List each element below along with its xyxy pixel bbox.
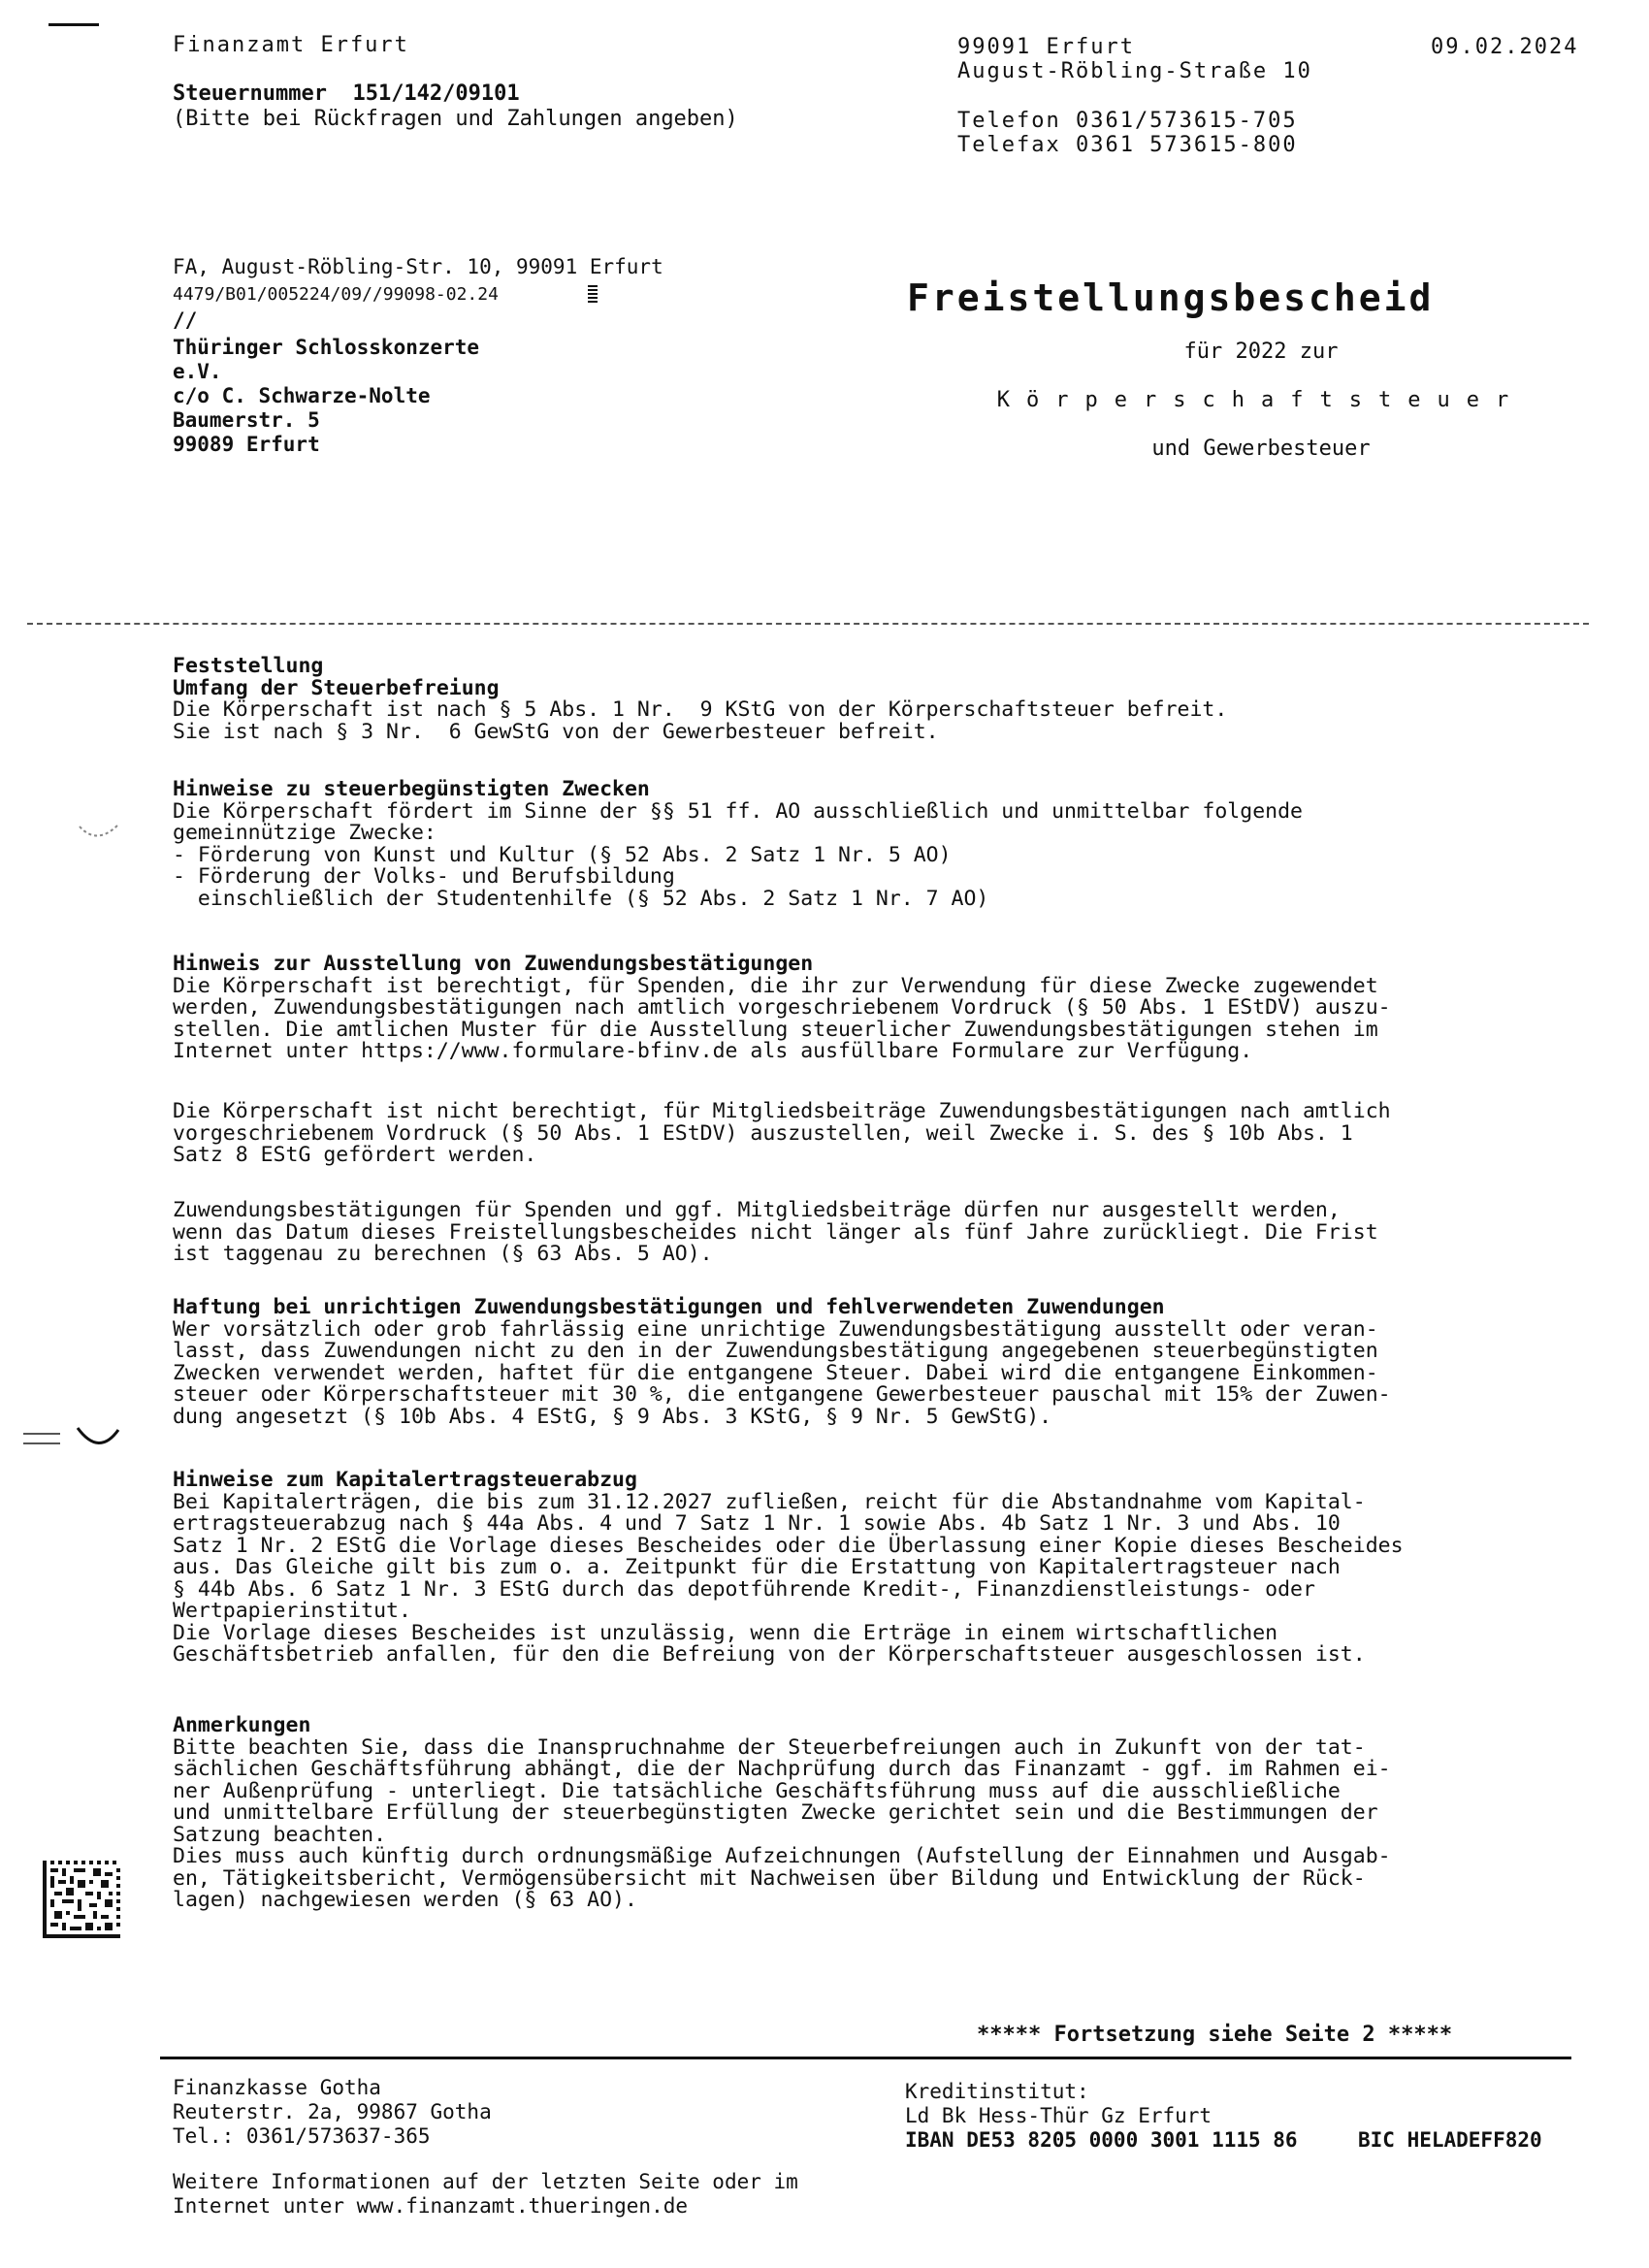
section-line: wenn das Datum dieses Freistellungsbescheides nicht länger als fünf Jahre zurückliegt. Die Frist: [173, 1219, 1378, 1245]
section-line: und unmittelbare Erfüllung der steuerbegünstigten Zwecke gerichtet sein und die Bestimmungen der: [173, 1800, 1378, 1825]
section-line: lasst, dass Zuwendungen nicht zu den in der Zuwendungsbestätigung angegebenen steuerbegünstigten: [173, 1339, 1378, 1363]
section-line: aus. Das Gleiche gilt bis zum o. a. Zeitpunkt für die Erstattung von Kapitalertragsteuer nach: [173, 1555, 1341, 1579]
section-line: Die Körperschaft ist berechtigt, für Spenden, die ihr zur Verwendung für diese Zwecke zugewendet: [173, 973, 1378, 998]
section-purposes: [173, 779, 1550, 910]
section-line: lagen) nachgewiesen werden (§ 63 AO).: [173, 1888, 637, 1912]
section-line: Wer vorsätzlich oder grob fahrlässig eine unrichtige Zuwendungsbestätigung ausstellt oder veran-: [173, 1316, 1378, 1342]
document-title: Freistellungsbescheid: [907, 276, 1435, 319]
section-line: steuer oder Körperschaftsteuer mit 30 %, die entgangene Gewerbesteuer pauschal mit 15% der Zuwen-: [173, 1382, 1391, 1407]
section-line: Die Vorlage dieses Bescheides ist unzulässig, wenn die Erträge in einem wirtschaftlichen: [173, 1620, 1278, 1645]
section-line: Die Körperschaft ist nicht berechtigt, für Mitgliedsbeiträge Zuwendungsbestätigungen nach amtlich: [173, 1099, 1391, 1123]
document-date: 09.02.2024: [1431, 35, 1579, 59]
office-city: 99091 Erfurt: [957, 35, 1135, 59]
recipient-line-2: e.V.: [173, 360, 222, 383]
section-heading: Hinweise zu steuerbegünstigten Zwecken: [173, 777, 650, 801]
cash-office-address: Reuterstr. 2a, 99867 Gotha: [173, 2100, 492, 2123]
continuation-note: ***** Fortsetzung siehe Seite 2 *****: [977, 2023, 1453, 2047]
section-line: gemeinnützige Zwecke:: [173, 821, 436, 845]
section-line: sächlichen Geschäftsführung abhängt, die der Nachprüfung durch das Finanzamt - ggf. im Rahmen ei-: [173, 1757, 1391, 1781]
section-line: Bitte beachten Sie, dass die Inanspruchnahme der Steuerbefreiungen auch in Zukunft von der tat-: [173, 1734, 1366, 1760]
footer-divider: [160, 2057, 1571, 2059]
cash-office-phone: Tel.: 0361/573637-365: [173, 2124, 431, 2148]
section-line: einschließlich der Studentenhilfe (§ 52 Abs. 2 Satz 1 Nr. 7 AO): [173, 886, 989, 911]
recipient-line-3: c/o C. Schwarze-Nolte: [173, 384, 431, 407]
header-divider: [27, 623, 1589, 625]
bank-iban: IBAN DE53 8205 0000 3001 1115 86: [905, 2128, 1298, 2152]
reference-slashes: //: [173, 308, 198, 332]
tax-number-label: Steuernummer: [173, 81, 327, 106]
section-line: ist taggenau zu berechnen (§ 63 Abs. 5 AO).: [173, 1242, 713, 1266]
section-line: Satz 8 EStG gefördert werden.: [173, 1143, 537, 1167]
section-line: ner Außenprüfung - unterliegt. Die tatsächliche Geschäftsführung muss auf die ausschließliche: [173, 1778, 1341, 1803]
tax-number-line: [173, 81, 520, 106]
section-line: Die Körperschaft fördert im Sinne der §§ 51 ff. AO ausschließlich und unmittelbar folgende: [173, 798, 1303, 824]
section-line: § 44b Abs. 6 Satz 1 Nr. 3 EStG durch das depotführende Kredit-, Finanzdienstleistungs- oder: [173, 1576, 1315, 1602]
section-heading: Haftung bei unrichtigen Zuwendungsbestätigungen und fehlverwendeten Zuwendungen: [173, 1295, 1165, 1319]
bank-label: Kreditinstitut:: [905, 2080, 1089, 2103]
tax-number: 151/142/09101: [352, 81, 520, 106]
section-heading: Hinweise zum Kapitalertragsteuerabzug: [173, 1468, 637, 1492]
tax-number-note: (Bitte bei Rückfragen und Zahlungen angeben): [173, 107, 738, 131]
scan-artifact: [76, 821, 124, 850]
section-line: werden, Zuwendungsbestätigungen nach amtlich vorgeschriebenem Vordruck (§ 50 Abs. 1 EStDV) auszu-: [173, 995, 1391, 1020]
section-line: Satzung beachten.: [173, 1822, 387, 1847]
section-line: Sie ist nach § 3 Nr. 6 GewStG von der Gewerbesteuer befreit.: [173, 719, 939, 744]
section-heading: Anmerkungen: [173, 1713, 311, 1737]
section-capital-gains-tax: [173, 1470, 1550, 1667]
section-line: Wertpapierinstitut.: [173, 1599, 411, 1623]
office-street: August-Röbling-Straße 10: [957, 59, 1312, 83]
section-line: Dies muss auch künftig durch ordnungsmäßige Aufzeichnungen (Aufstellung der Einnahmen und Ausgab-: [173, 1844, 1391, 1868]
section-donation-receipts: [173, 954, 1550, 1063]
bank-name: Ld Bk Hess-Thür Gz Erfurt: [905, 2104, 1212, 2127]
office-fax: Telefax 0361 573615-800: [957, 133, 1298, 157]
recipient-line-1: Thüringer Schlosskonzerte: [173, 336, 480, 359]
barcode-mark: [588, 285, 598, 305]
section-line: Satz 1 Nr. 2 EStG die Vorlage dieses Bescheides oder die Überlassung einer Kopie dieses Bescheides: [173, 1533, 1404, 1558]
section-line: - Förderung von Kunst und Kultur (§ 52 Abs. 2 Satz 1 Nr. 5 AO): [173, 842, 952, 867]
section-remarks: [173, 1715, 1550, 1912]
title-for-year: für 2022 zur: [1183, 340, 1339, 364]
section-line: stellen. Die amtlichen Muster für die Ausstellung steuerlicher Zuwendungsbestätigungen stehen im: [173, 1017, 1378, 1042]
recipient-line-5: 99089 Erfurt: [173, 433, 320, 456]
reference-number: 4479/B01/005224/09//99098-02.24: [173, 284, 499, 305]
section-line: Die Körperschaft ist nach § 5 Abs. 1 Nr. 9 KStG von der Körperschaftsteuer befreit.: [173, 697, 1228, 722]
corner-mark: [48, 23, 99, 26]
office-name: Finanzamt Erfurt: [173, 33, 409, 57]
section-line: Bei Kapitalerträgen, die bis zum 31.12.2027 zufließen, reicht für die Abstandnahme vom Kapital-: [173, 1489, 1366, 1514]
section-line: vorgeschriebenem Vordruck (§ 50 Abs. 1 EStDV) auszustellen, weil Zwecke i. S. des § 10b Abs. 1: [173, 1120, 1353, 1146]
section-line: en, Tätigkeitsbericht, Vermögensübersicht mit Nachweisen über Bildung und Entwicklung der Rück-: [173, 1865, 1366, 1891]
cash-office-name: Finanzkasse Gotha: [173, 2076, 381, 2099]
section-heading: Hinweis zur Ausstellung von Zuwendungsbestätigungen: [173, 952, 814, 976]
section-line: Internet unter https://www.formulare-bfinv.de als ausfüllbare Formulare zur Verfügung.: [173, 1039, 1253, 1063]
section-receipt-deadline: [173, 1200, 1550, 1266]
scan-artifact: [21, 1424, 128, 1463]
recipient-line-4: Baumerstr. 5: [173, 408, 320, 432]
section-line: Zwecken verwendet werden, haftet für die entgangene Steuer. Dabei wird die entgangene Einkommen-: [173, 1360, 1378, 1385]
sender-line: FA, August-Röbling-Str. 10, 99091 Erfurt: [173, 255, 663, 278]
section-membership-fees: [173, 1101, 1550, 1167]
more-info-line-1: Weitere Informationen auf der letzten Seite oder im: [173, 2170, 798, 2193]
section-liability: [173, 1297, 1550, 1428]
data-matrix-code: [43, 1861, 120, 1938]
title-trade-tax: und Gewerbesteuer: [1151, 437, 1371, 461]
section-line: Zuwendungsbestätigungen für Spenden und ggf. Mitgliedsbeiträge dürfen nur ausgestellt werden,: [173, 1198, 1341, 1222]
section-line: Geschäftsbetrieb anfallen, für den die Befreiung von der Körperschaftsteuer ausgeschlossen ist.: [173, 1642, 1366, 1667]
section-determination: [173, 656, 1550, 743]
section-heading: Umfang der Steuerbefreiung: [173, 675, 500, 700]
section-heading: Feststellung: [173, 654, 324, 678]
title-tax-type: Körperschaftsteuer: [996, 388, 1526, 412]
office-phone: Telefon 0361/573615-705: [957, 109, 1298, 133]
section-line: ertragsteuerabzug nach § 44a Abs. 4 und 7 Satz 1 Nr. 1 sowie Abs. 4b Satz 1 Nr. 3 und Abs. 10: [173, 1511, 1341, 1536]
bank-bic: BIC HELADEFF820: [1358, 2128, 1542, 2152]
section-line: dung angesetzt (§ 10b Abs. 4 EStG, § 9 Abs. 3 KStG, § 9 Nr. 5 GewStG).: [173, 1404, 1052, 1429]
section-line: - Förderung der Volks- und Berufsbildung: [173, 864, 675, 889]
more-info-line-2: Internet unter www.finanzamt.thueringen.de: [173, 2194, 689, 2218]
